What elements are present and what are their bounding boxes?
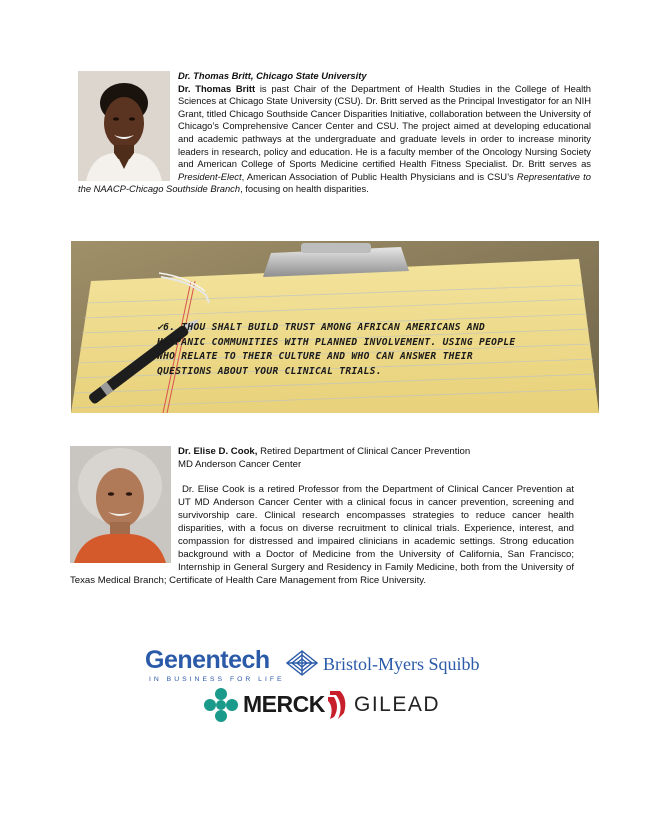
commandment-text: ✓6. THOU SHALT BUILD TRUST AMONG AFRICAN AMERICANS AND HISPANIC COMMUNITIES WITH PLANNED INVOLVEMENT. USING PEOPLE WHO RELATE TO THEIR CULTURE AND WHO CAN ANSWER THEIR QUESTIONS ABOUT YOUR CLINICAL TRIALS. [157, 322, 516, 377]
bio1-text-c: , focusing on health disparities. [240, 183, 369, 195]
photo-thomas-britt [78, 71, 170, 181]
bio1-text-a: is past Chair of the Department of Health Studies in the College of Health Sciences at Chicago State University (CSU). Dr. Britt served as the Principal Investigator for an NIH Grant, titled Chicago Southside Cancer Disparities Initiative, collaboration between the University of Chicago’s Comprehensive Cancer Center and CSU. The project aimed at developing educational and academic pathways at the undergraduate and graduate levels in order to increase minority leaders in research, policy and education. He is a faculty member of the Oncology Nursing Society and American College of Sports Medicine certified Health Fitness Specialist. Dr. Britt serves as [178, 82, 591, 170]
bio1-heading: Dr. Thomas Britt, Chicago State University [178, 70, 367, 81]
gilead-logo: GILEAD [354, 693, 441, 716]
bms-icon [286, 650, 318, 676]
clipboard-banner [71, 241, 599, 413]
bio1-text-b: , American Association of Public Health Physicians and is CSU’s [241, 170, 517, 182]
gilead-icon [326, 689, 350, 721]
bms-logo: Bristol-Myers Squibb [323, 654, 480, 674]
bio-elise-cook [70, 445, 574, 587]
photo-elise-cook [70, 446, 171, 563]
bio-thomas-britt [78, 70, 591, 196]
sponsor-logos [140, 644, 500, 724]
bio1-name: Dr. Thomas Britt [178, 82, 256, 94]
genentech-logo: Genentech [145, 646, 270, 674]
bio1-role1: President-Elect [178, 170, 242, 182]
merck-logo: MERCK [243, 691, 325, 717]
bio2-name: Dr. Elise D. Cook, [178, 446, 258, 457]
genentech-tagline: IN BUSINESS FOR LIFE [149, 676, 285, 683]
bio2-title-a: Retired Department of Clinical Cancer Prevention [257, 446, 471, 457]
bio1-role2: Representative to the NAACP-Chicago Southside Branch [78, 170, 591, 195]
bio2-text: Dr. Elise Cook is a retired Professor from the Department of Clinical Cancer Prevention at UT MD Anderson Cancer Center with a clinical focus in cancer prevention, screening and survivorship care. Clinical research encompasses strategies to reduce cancer health disparities, with a focus on diverse recruitment to clinical trials. Experience, interest, and compassion for distressed and impaired clinicians in academic settings. Strong education background with a Doctor of Medicine from the University of California, San Francisco; Internship in General Surgery and Residency in Family Medicine, both from the University of Texas Medical Branch; Certificate of Health Care Management from Rice University. [70, 484, 574, 586]
bio2-title-b: MD Anderson Cancer Center [178, 459, 302, 470]
merck-icon [204, 688, 238, 722]
